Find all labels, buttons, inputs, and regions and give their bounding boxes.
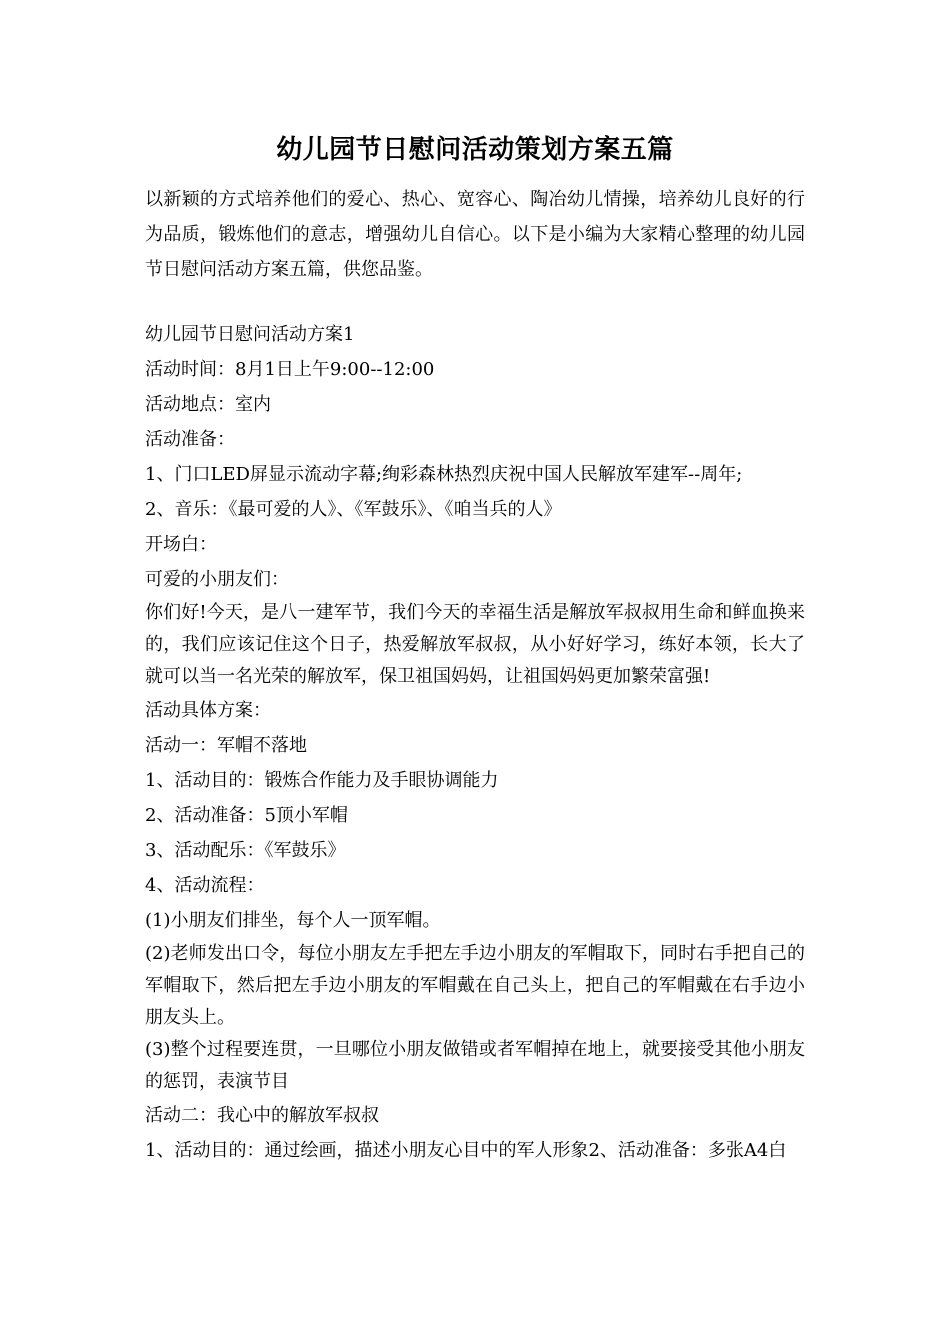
activity-location: 活动地点：室内	[145, 394, 271, 415]
activity-two-goal: 1、活动目的：通过绘画，描述小朋友心目中的军人形象2、活动准备：多张A4白	[145, 1140, 787, 1161]
preparation-item-1: 1、门口LED屏显示流动字幕;绚彩森林热烈庆祝中国人民解放军建军--周年;	[145, 464, 743, 485]
paragraph-spacer	[145, 287, 805, 317]
document-body	[145, 182, 805, 1168]
opening-label: 开场白：	[145, 534, 217, 555]
document-title: 幼儿园节日慰问活动策划方案五篇	[276, 135, 674, 165]
activity-two-title: 活动二：我心中的解放军叔叔	[145, 1105, 379, 1126]
process-step-3: (3)整个过程要连贯，一旦哪位小朋友做错或者军帽掉在地上，就要接受其他小朋友的惩罚，表演节目	[145, 1039, 805, 1092]
section-heading: 幼儿园节日慰问活动方案1	[145, 324, 355, 345]
activity-one-goal: 1、活动目的：锻炼合作能力及手眼协调能力	[145, 770, 499, 791]
intro-paragraph: 以新颖的方式培养他们的爱心、热心、宽容心、陶冶幼儿情操，培养幼儿良好的行为品质，锻炼他们的意志，增强幼儿自信心。以下是小编为大家精心整理的幼儿园节日慰问活动方案五篇，供您品鉴。	[145, 189, 805, 280]
activity-one-preparation: 2、活动准备：5顶小军帽	[145, 805, 348, 826]
activity-preparation-label: 活动准备：	[145, 429, 235, 450]
activity-one-music: 3、活动配乐：《军鼓乐》	[145, 840, 346, 861]
preparation-item-2: 2、音乐：《最可爱的人》、《军鼓乐》、《咱当兵的人》	[145, 499, 562, 520]
process-step-1: (1)小朋友们排坐，每个人一顶军帽。	[145, 910, 441, 931]
plan-label: 活动具体方案：	[145, 700, 271, 721]
opening-speech: 你们好!今天，是八一建军节，我们今天的幸福生活是解放军叔叔用生命和鲜血换来的，我们应该记住这个日子，热爱解放军叔叔，从小好好学习，练好本领，长大了就可以当一名光荣的解放军，保卫祖国妈妈，让祖国妈妈更加繁荣富强!	[145, 602, 805, 687]
activity-one-process-label: 4、活动流程：	[145, 875, 265, 896]
process-step-2: (2)老师发出口令，每位小朋友左手把左手边小朋友的军帽取下，同时右手把自己的军帽取下，然后把左手边小朋友的军帽戴在自己头上，把自己的军帽戴在右手边小朋友头上。	[145, 943, 805, 1028]
activity-one-title: 活动一：军帽不落地	[145, 735, 307, 756]
greeting: 可爱的小朋友们：	[145, 569, 289, 590]
activity-time: 活动时间：8月1日上午9:00--12:00	[145, 359, 435, 380]
